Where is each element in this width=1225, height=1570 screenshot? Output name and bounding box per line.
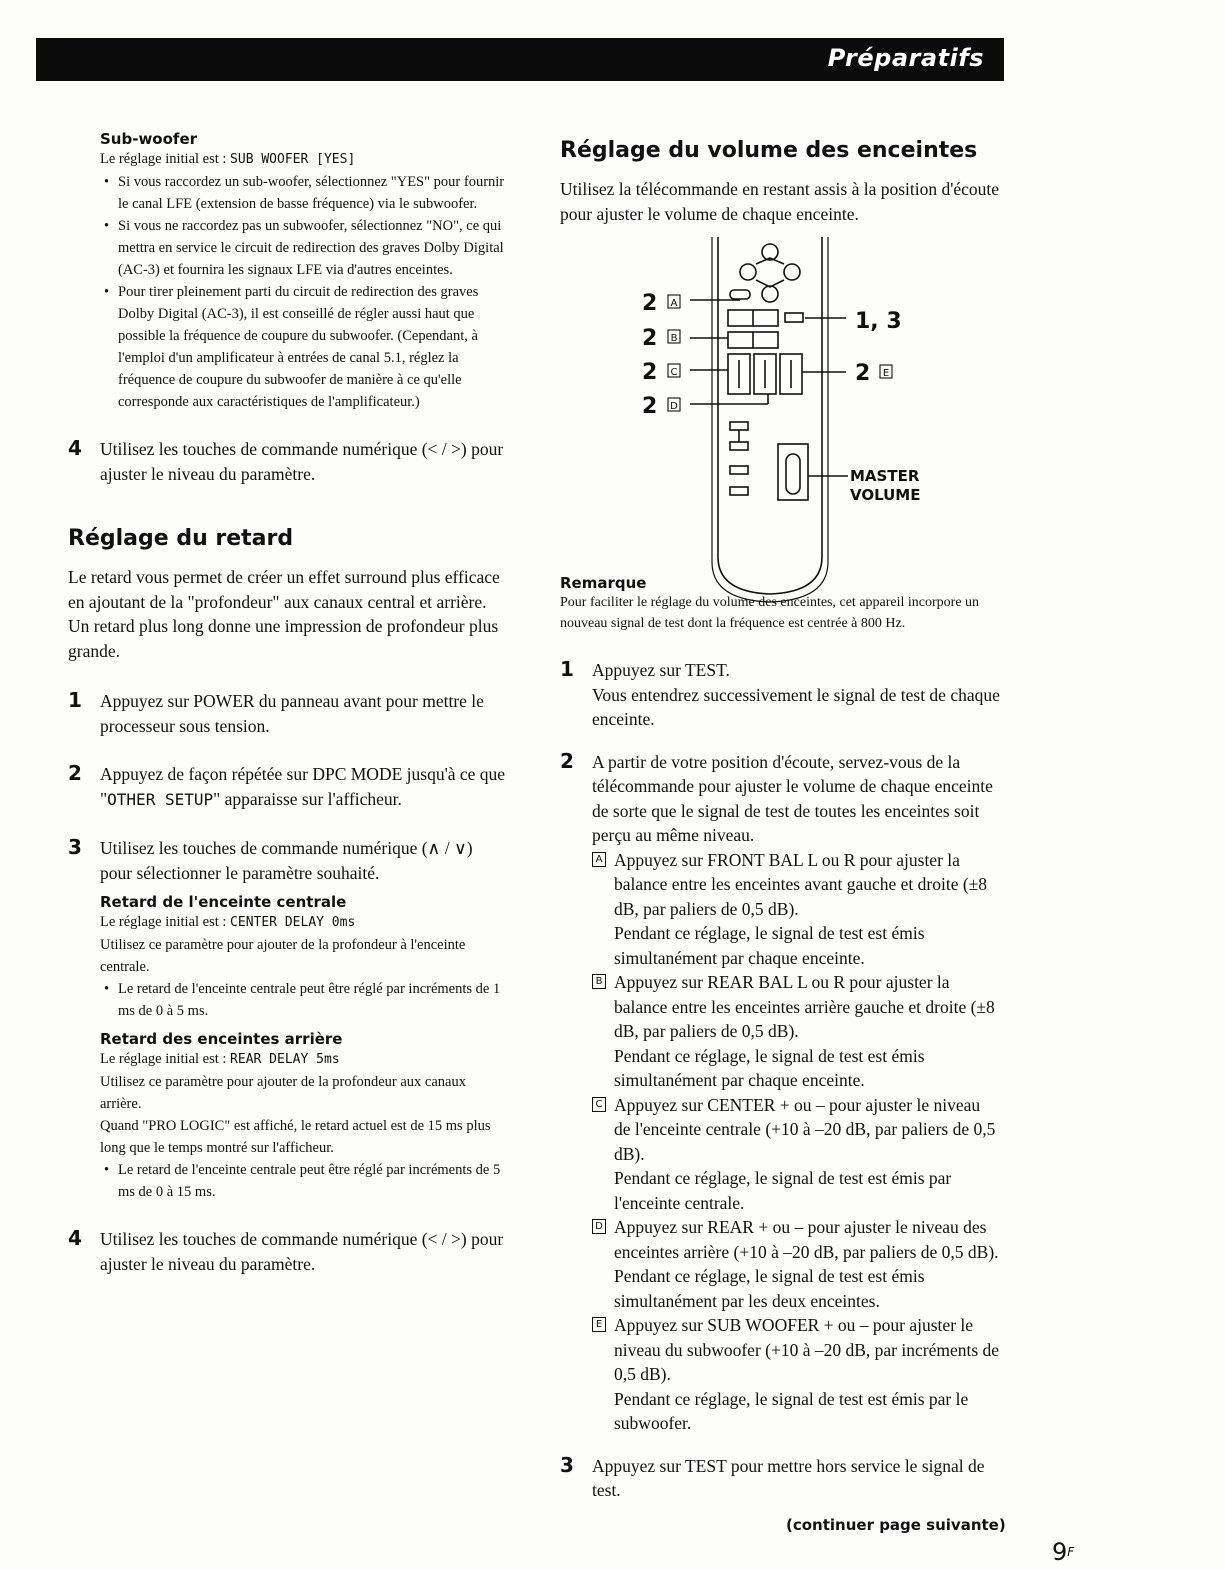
initial-label: Le réglage initial est : (100, 914, 231, 930)
step-number: 4 (68, 436, 82, 460)
list-item: • Si vous raccordez un sub-woofer, sélectionnez "YES" pour fournir le canal LFE (extension de basse fréquence) via le subwoofer. (100, 171, 508, 215)
continued-note: (continuer page suivante) (786, 1516, 1006, 1534)
box-letter-d: D (670, 401, 678, 412)
dpad-right-button (784, 264, 800, 280)
step-text-part: " apparaisse sur l'afficheur. (213, 788, 402, 809)
initial-value: CENTER DELAY 0ms (230, 915, 356, 930)
item-c (592, 1093, 1000, 1216)
label-2-e: 2 (855, 361, 871, 386)
box-letter-b: B (670, 333, 678, 344)
remark-heading: Remarque (560, 574, 647, 592)
step-text: Appuyez sur TEST pour mettre hors service le signal de test. (592, 1455, 985, 1500)
delay-step-2 (68, 762, 508, 812)
center-delay-heading: Retard de l'enceinte centrale (100, 893, 347, 911)
rear-delay-bullets (100, 1159, 508, 1203)
step-number: 2 (560, 748, 574, 773)
rear-delay-note: Quand "PRO LOGIC" est affiché, le retard actuel est de 15 ms plus long que le temps montré sur l'afficheur. (100, 1118, 491, 1156)
small-button (730, 466, 748, 474)
page-number (1052, 1540, 1074, 1564)
item-d (592, 1215, 1000, 1313)
initial-label: Le réglage initial est : (100, 151, 231, 167)
volume-intro: Utilisez la télécommande en restant assis à la position d'écoute pour ajuster le volume de chaque enceinte. (560, 179, 1000, 224)
volume-step-2 (560, 750, 1000, 1436)
item-b (592, 970, 1000, 1093)
rear-delay-desc: Utilisez ce paramètre pour ajouter de la profondeur aux canaux arrière. (100, 1074, 466, 1112)
step-text: Utilisez les touches de commande numérique (∧ / ∨) pour sélectionner le paramètre souhaité. (100, 838, 473, 883)
step-number: 3 (68, 835, 82, 859)
center-delay-initial (100, 911, 508, 934)
step-number: 1 (68, 688, 82, 712)
item-note: Pendant ce réglage, le signal de test est émis simultanément par chaque enceinte. (614, 923, 925, 968)
list-item: • Le retard de l'enceinte centrale peut être réglé par incréments de 5 ms de 0 à 15 ms. (100, 1159, 508, 1203)
remote-control-diagram (630, 232, 930, 612)
step-subtext: Vous entendrez successivement le signal de test de chaque enceinte. (592, 684, 1000, 729)
dpad-diamond (756, 258, 784, 287)
label-2-d: 2 (642, 394, 658, 419)
box-letter-c: C (670, 367, 678, 378)
small-button (730, 487, 748, 495)
center-delay-block (100, 893, 508, 1022)
step-number: 1 (560, 657, 574, 681)
box-letter-b: B (592, 974, 606, 989)
step-text: Appuyez sur POWER du panneau avant pour mettre le processeur sous tension. (100, 691, 484, 736)
list-item: • Le retard de l'enceinte centrale peut être réglé par incréments de 1 ms de 0 à 5 ms. (100, 978, 508, 1022)
subwoofer-block (100, 130, 508, 413)
right-column (560, 130, 1000, 226)
display-text: OTHER SETUP (107, 789, 214, 809)
item-text: Appuyez sur SUB WOOFER + ou – pour ajuster le niveau du subwoofer (+10 à –20 dB, par incréments de 0,5 dB). (614, 1315, 1000, 1384)
master-volume-slider (778, 444, 808, 500)
section-title: Préparatifs (827, 44, 984, 72)
initial-label: Le réglage initial est : (100, 1051, 231, 1067)
section-header-bar (36, 38, 1004, 81)
rear-delay-heading: Retard des enceintes arrière (100, 1030, 343, 1048)
step-text-part: Appuyez de façon répétée sur DPC MODE jusqu'à ce que " (100, 764, 506, 809)
label-2-a: 2 (642, 291, 658, 316)
step-text: A partir de votre position d'écoute, servez-vous de la télécommande pour ajuster le volume de chaque enceinte de sorte que le signal de test de toutes les enceintes soit perçu au même niveau. (592, 751, 993, 845)
subwoofer-heading: Sub-woofer (100, 130, 198, 148)
master-volume-knob (786, 454, 800, 494)
step-4-parameter-level (68, 437, 508, 486)
step-text: Utilisez les touches de commande numérique (< / >) pour ajuster le niveau du paramètre. (100, 1229, 504, 1274)
volume-step-3 (560, 1454, 1012, 1503)
box-letter-a: A (592, 852, 606, 867)
box-letter-e: E (592, 1317, 606, 1332)
list-item: • Si vous ne raccordez pas un subwoofer, sélectionnez "NO", ce qui mettra en service le circuit de redirection des graves Dolby Digital (AC-3) et fournira les signaux LFE via d'autres enceintes. (100, 215, 508, 281)
box-letter-a: A (670, 298, 678, 309)
list-item: • Pour tirer pleinement parti du circuit de redirection des graves Dolby Digital (AC-3), il est conseillé de régler aussi haut que possible la fréquence de coupure du subwoofer. (Cependant, à l'emploi d'un amplificateur à entrées de canal 5.1, réglez la fréquence de coupure du subwoofer de manière à ce qu'elle corresponde aux caractéristiques de l'amplificateur.) (100, 281, 508, 413)
right-column-lower (560, 574, 1000, 1503)
step-text (100, 764, 505, 809)
delay-step-3 (68, 836, 508, 885)
oval-button (730, 290, 750, 299)
item-a (592, 848, 1000, 971)
label-2-b: 2 (642, 326, 658, 351)
item-note: Pendant ce réglage, le signal de test est émis par l'enceinte centrale. (614, 1168, 952, 1213)
step-number: 3 (560, 1452, 574, 1477)
delay-heading: Réglage du retard (68, 526, 294, 551)
box-letter-e: E (882, 368, 890, 379)
item-e (592, 1313, 1000, 1436)
page-number-value: 9 (1052, 1538, 1068, 1566)
dpad-down-button (762, 286, 778, 302)
item-text: Appuyez sur REAR + ou – pour ajuster le niveau des enceintes arrière (+10 à –20 dB, par paliers de 0,5 dB). (614, 1217, 999, 1262)
step-number: 4 (68, 1226, 82, 1250)
small-button (730, 422, 748, 430)
box-letter-d: D (592, 1219, 606, 1234)
item-note: Pendant ce réglage, le signal de test est émis par le subwoofer. (614, 1388, 969, 1433)
label-1-3: 1, 3 (855, 309, 902, 334)
delay-intro: Le retard vous permet de créer un effet surround plus efficace en ajoutant de la "profondeur" aux canaux central et arrière. Un retard plus long donne une impression de profondeur plus grande. (68, 567, 500, 661)
subwoofer-bullets (100, 171, 508, 413)
item-note: Pendant ce réglage, le signal de test est émis simultanément par les deux enceintes. (614, 1266, 925, 1311)
subwoofer-initial (100, 148, 508, 171)
delay-step-1 (68, 689, 508, 738)
page-number-suffix: F (1067, 1545, 1075, 1559)
test-button (785, 313, 803, 322)
step-text: Utilisez les touches de commande numérique (< / >) pour ajuster le niveau du paramètre. (100, 439, 504, 484)
item-text: Appuyez sur REAR BAL L ou R pour ajuster la balance entre les enceintes arrière gauche et droite (±8 dB, par paliers de 0,5 dB). (614, 972, 995, 1041)
center-delay-desc: Utilisez ce paramètre pour ajouter de la profondeur à l'enceinte centrale. (100, 937, 466, 975)
item-text: Appuyez sur CENTER + ou – pour ajuster le niveau de l'enceinte centrale (+10 à –20 dB, par paliers de 0,5 dB). (614, 1094, 996, 1164)
rear-delay-block (100, 1030, 508, 1203)
rear-delay-initial (100, 1048, 508, 1071)
step-text: Appuyez sur TEST. (592, 660, 730, 680)
dpad-left-button (740, 264, 756, 280)
left-column (68, 130, 508, 1276)
small-button (730, 442, 748, 450)
label-2-c: 2 (642, 360, 658, 385)
item-note: Pendant ce réglage, le signal de test est émis simultanément par chaque enceinte. (614, 1045, 925, 1090)
volume-step-1 (560, 658, 1000, 732)
remote-body-outer (712, 237, 828, 602)
initial-value: SUB WOOFER [YES] (230, 152, 356, 167)
volume-label: VOLUME (850, 486, 921, 504)
volume-heading: Réglage du volume des enceintes (560, 138, 978, 163)
remark-text: Pour faciliter le réglage du volume des enceintes, cet appareil incorpore un nouveau signal de test dont la fréquence est centrée à 800 Hz. (560, 595, 980, 631)
item-text: Appuyez sur FRONT BAL L ou R pour ajuster la balance entre les enceintes avant gauche et droite (±8 dB, par paliers de 0,5 dB). (614, 849, 988, 919)
initial-value: REAR DELAY 5ms (230, 1052, 340, 1067)
step-number: 2 (68, 761, 82, 785)
delay-step-4 (68, 1227, 508, 1276)
box-letter-c: C (592, 1097, 606, 1112)
center-delay-bullets (100, 978, 508, 1022)
master-label: MASTER (850, 467, 920, 485)
